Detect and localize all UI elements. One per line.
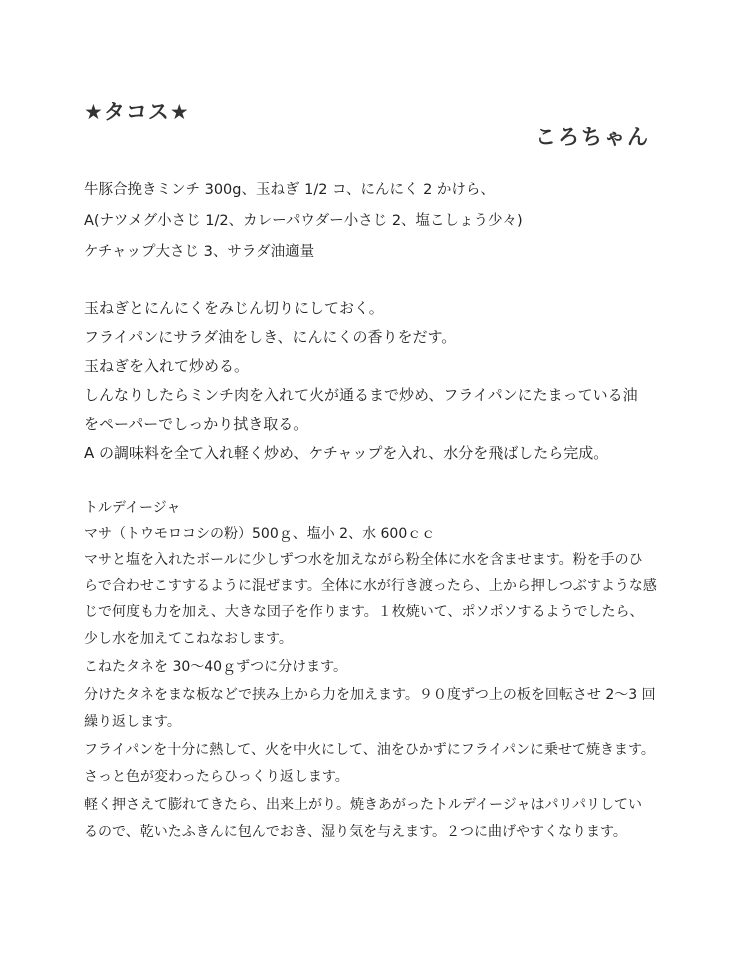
tortilla-line: 軽く押さえて膨れてきたら、出来上がり。焼きあがったトルデイージャはパリパリしてい: [84, 797, 643, 813]
instruction-line: 玉ねぎを入れて炒める。: [84, 357, 250, 375]
tortilla-line: こねたタネを 30～40ｇずつに分けます。: [84, 659, 347, 675]
tortilla-line: 分けたタネをまな板などで挟み上から力を加えます。９０度ずつ上の板を回転させ 2～3 回: [84, 687, 656, 703]
page-title: ★タコス★: [84, 100, 190, 124]
instruction-line: しんなりしたらミンチ肉を入れて火が通るまで炒め、フライパンにたまっている油: [84, 386, 638, 404]
ingredient-line: 牛豚合挽きミンチ 300g、玉ねぎ 1/2 コ、にんにく 2 かけら、: [84, 182, 495, 198]
instruction-line: A の調味料を全て入れ軽く炒め、ケチャップを入れ、水分を飛ばしたら完成。: [84, 444, 609, 462]
instruction-line: をペーパーでしっかり拭き取る。: [84, 415, 309, 433]
ingredient-line: A(ナツメグ小さじ 1/2、カレーパウダー小さじ 2、塩こしょう少々): [84, 213, 523, 229]
tortilla-line: マサと塩を入れたボールに少しずつ水を加えながら粉全体に水を含ませます。粉を手のひ: [84, 552, 643, 568]
tortilla-line: じで何度も力を加え、大きな団子を作ります。１枚焼いて、ポソポソするようでしたら、: [84, 604, 644, 620]
tortilla-line: フライパンを十分に熱して、火を中火にして、油をひかずにフライパンに乗せて焼きます。: [84, 742, 655, 758]
instruction-line: 玉ねぎとにんにくをみじん切りにしておく。: [84, 299, 384, 317]
tortilla-line: さっと色が変わったらひっくり返します。: [84, 769, 349, 785]
tortilla-line: 少し水を加えてこねなおします。: [84, 631, 293, 647]
instruction-line: フライパンにサラダ油をしき、にんにくの香りをだす。: [84, 328, 457, 346]
ingredient-line: ケチャップ大さじ 3、サラダ油適量: [84, 244, 315, 260]
tortilla-ingredients: マサ（トウモロコシの粉）500ｇ、塩小 2、水 600ｃｃ: [84, 526, 436, 542]
author-name: ころちゃん: [535, 125, 650, 149]
tortilla-line: るので、乾いたふきんに包んでおき、湿り気を与えます。２つに曲げやすくなります。: [84, 824, 627, 840]
tortilla-line: 繰り返します。: [84, 714, 181, 730]
tortilla-heading: トルデイージャ: [84, 500, 181, 516]
tortilla-line: らで合わせこすするように混ぜます。全体に水が行き渡ったら、上から押しつぶすような感: [84, 578, 657, 594]
